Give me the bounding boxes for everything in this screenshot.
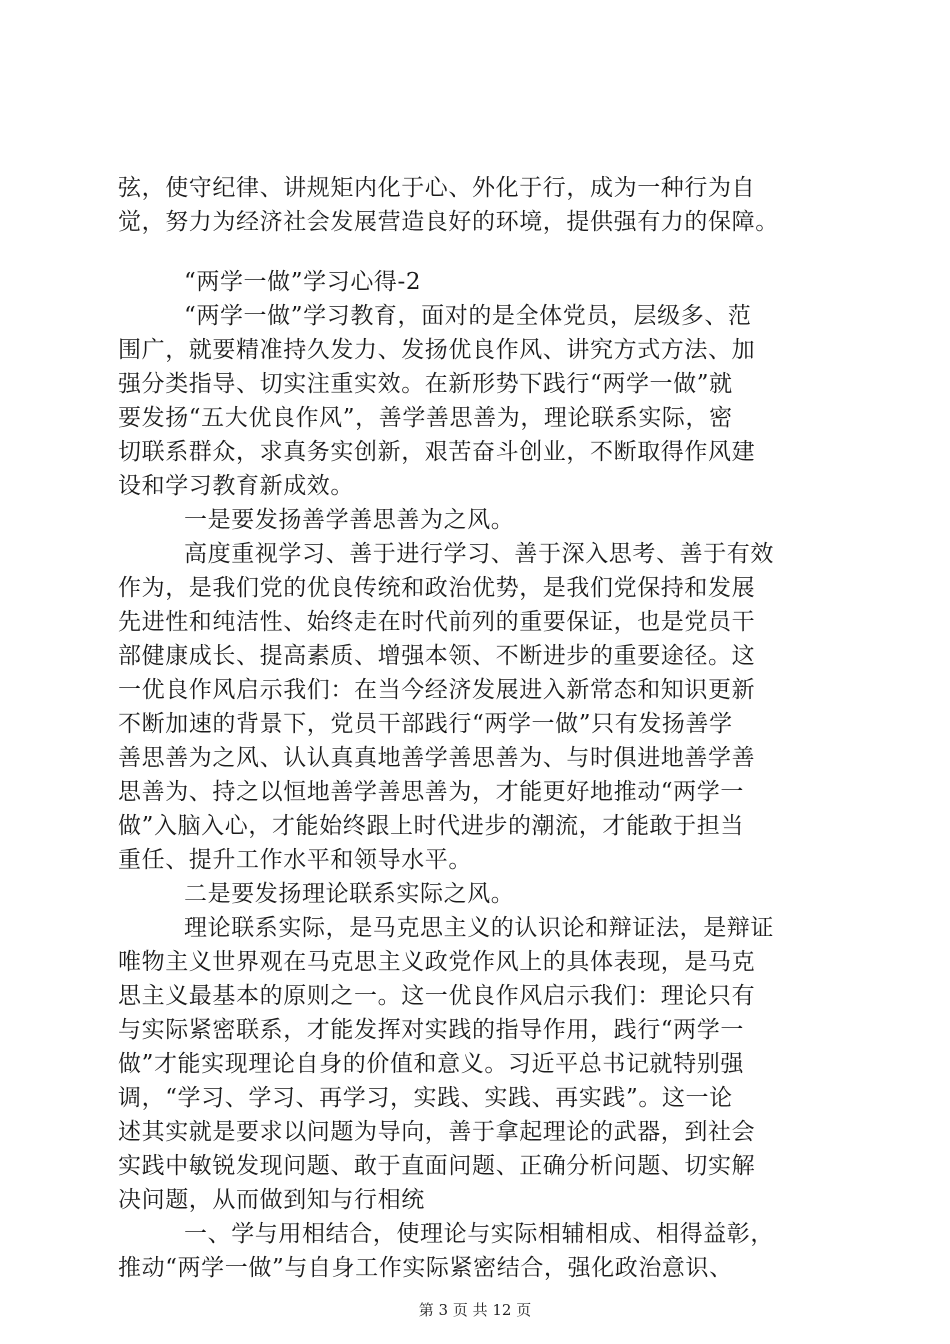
text-line: “两学一做”学习教育，面对的是全体党员，层级多、范	[184, 303, 752, 329]
text-line: 思善为、持之以恒地善学善思善为，才能更好地推动“两学一	[118, 779, 744, 805]
text-line: 重任、提升工作水平和领导水平。	[118, 847, 472, 873]
subheading: 二是要发扬理论联系实际之风。	[184, 881, 515, 907]
text-line: 实践中敏锐发现问题、敢于直面问题、正确分析问题、切实解	[118, 1153, 756, 1179]
text-line: 唯物主义世界观在马克思主义政党作风上的具体表现，是马克	[118, 949, 756, 975]
text-line: 觉，努力为经济社会发展营造良好的环境，提供强有力的保障。	[118, 209, 779, 235]
text-line: 部健康成长、提高素质、增强本领、不断进步的重要途径。这	[118, 643, 756, 669]
text-line: 围广，就要精准持久发力、发扬优良作风、讲究方式方法、加	[118, 337, 756, 363]
text-line: 调，“学习、学习、再学习，实践、实践、再实践”。这一论	[118, 1085, 733, 1111]
text-line: 不断加速的背景下，党员干部践行“两学一做”只有发扬善学	[118, 711, 733, 737]
text-line: 理论联系实际，是马克思主义的认识论和辩证法，是辩证	[184, 915, 774, 941]
text-line: 决问题，从而做到知与行相统	[118, 1187, 425, 1213]
section-heading: “两学一做”学习心得-2	[184, 269, 422, 295]
page-number-footer: 第 3 页 共 12 页	[418, 1301, 532, 1319]
text-line: 推动“两学一做”与自身工作实际紧密结合，强化政治意识、	[118, 1255, 733, 1281]
text-line: 切联系群众，求真务实创新，艰苦奋斗创业，不断取得作风建	[118, 439, 756, 465]
text-line: 强分类指导、切实注重实效。在新形势下践行“两学一做”就	[118, 371, 733, 397]
text-line: 做”才能实现理论自身的价值和意义。习近平总书记就特别强	[118, 1051, 744, 1077]
text-line: 设和学习教育新成效。	[118, 473, 354, 499]
subheading: 一是要发扬善学善思善为之风。	[184, 507, 515, 533]
text-line: 与实际紧密联系，才能发挥对实践的指导作用，践行“两学一	[118, 1017, 744, 1043]
text-line: 一优良作风启示我们：在当今经济发展进入新常态和知识更新	[118, 677, 756, 703]
text-line: 述其实就是要求以问题为导向，善于拿起理论的武器，到社会	[118, 1119, 756, 1145]
text-line: 要发扬“五大优良作风”，善学善思善为，理论联系实际，密	[118, 405, 733, 431]
text-line: 做”入脑入心，才能始终跟上时代进步的潮流，才能敢于担当	[118, 813, 744, 839]
text-line: 先进性和纯洁性、始终走在时代前列的重要保证，也是党员干	[118, 609, 756, 635]
text-line: 高度重视学习、善于进行学习、善于深入思考、善于有效	[184, 541, 774, 567]
text-line: 作为，是我们党的优良传统和政治优势，是我们党保持和发展	[118, 575, 756, 601]
text-line: 思主义最基本的原则之一。这一优良作风启示我们：理论只有	[118, 983, 756, 1009]
text-line: 弦，使守纪律、讲规矩内化于心、外化于行，成为一种行为自	[118, 175, 756, 201]
text-line: 一、学与用相结合，使理论与实际相辅相成、相得益彰，	[184, 1221, 774, 1247]
text-line: 善思善为之风、认认真真地善学善思善为、与时俱进地善学善	[118, 745, 756, 771]
